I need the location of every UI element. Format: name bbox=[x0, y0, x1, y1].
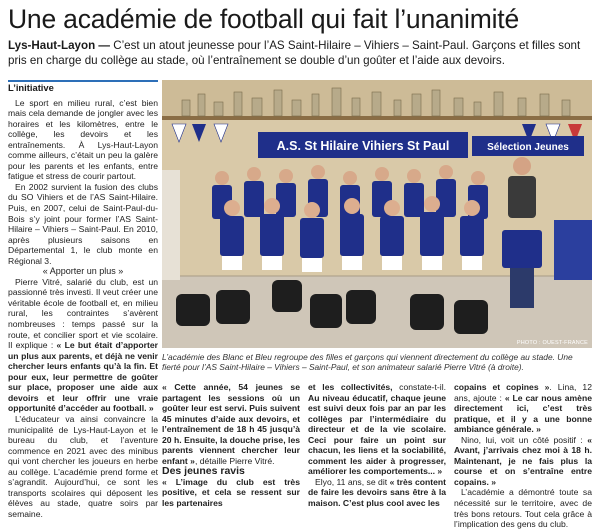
photo-credit: PHOTO : OUEST-FRANCE bbox=[516, 340, 588, 346]
col4-paragraph-2 bbox=[454, 435, 592, 488]
rubric-label: L’initiative bbox=[8, 80, 158, 94]
col1-paragraph-3-text: Pierre Vitré, salarié du club, est un passionné très investi. Il veut créer une véritable école de football et, en milieu rural, les contraintes s’avèrent nombreuses : temps passé sur la route, et concilier sport et vie scolaire. Il explique : bbox=[8, 276, 158, 351]
col4-nino-quote: « Avant, j’arrivais chez moi à 18 h. Maintenant, je ne fais plus la course et on s’entraîne entre copains. » bbox=[454, 434, 592, 487]
col3-quote-start: et les collectivités, bbox=[308, 382, 393, 392]
col1-paragraph-4: L’éducateur va ainsi convaincre la municipalité de Lys-Haut-Layon et le bureau du club, et l’aventure commence en 2021 avec des minibus qui vont chercher les joueurs en herbe au collège. L’académie prend forme et s’agrandit. Aujourd’hui, ce sont les transports scolaires qui déposent les élèves au stade, quatre soirs par semaine. bbox=[8, 413, 158, 519]
article-headline: Une académie de football qui fait l’unanimité bbox=[8, 4, 520, 34]
col1-paragraph-1: Le sport en milieu rural, c’est bien mais cela demande de jongler avec les horaires et les kilomètres, entre le collège, les devoirs et les entraînements. À Lys-Haut-Layon comme ailleurs, c’était un peu la galère pour les parents et les enfants, entre fatigue et stress de courir partout. bbox=[8, 97, 158, 182]
col4-paragraph-1 bbox=[454, 382, 592, 435]
team-photo bbox=[162, 80, 592, 348]
selection-banner-text: Sélection Jeunes bbox=[487, 142, 569, 153]
team-photo-illustration bbox=[162, 80, 592, 348]
col3-paragraph-1 bbox=[308, 382, 446, 477]
lead-place: Lys-Haut-Layon — bbox=[8, 39, 110, 52]
col1-paragraph-2: En 2002 survient la fusion des clubs du SO Vihiers et de l’AS Saint-Hilaire. Puis, en 2007, celui de Saint-Paul-du-Bois s’y joint pour former l’AS Saint-Hilaire – Vihiers – Saint-Paul. En 2010, après plusieurs saisons en Départemental 1, le club monte en Régional 3. bbox=[8, 181, 158, 266]
column-4 bbox=[454, 382, 592, 530]
col2-quote: « Cette année, 54 jeunes se partagent les sessions où un goûter leur est servi. Puis suivent 45 minutes d’aide aux devoirs, et l’entraînement de 18 h 45 jusqu’à 20 h. Ensuite, la douche prise, les parents viennent chercher leur enfant » bbox=[162, 382, 300, 466]
column-1 bbox=[8, 80, 158, 519]
col4-quote-end: copains et copines » bbox=[454, 382, 550, 392]
intertitle: « Apporter un plus » bbox=[8, 266, 158, 277]
col4-lina-intro: . Lina, 12 ans, ajoute : bbox=[454, 382, 592, 403]
col4-paragraph-3: L’académie a démontré toute sa nécessité sur le territoire, avec de très bons retours. Tout cela grâce à l’implication des gens du club. bbox=[454, 487, 592, 530]
blue-chair bbox=[554, 220, 592, 280]
col1-quote: « Le but était d’apporter un plus aux parents, et déjà ne venir chercher leurs enfants qu’à la fin. Et pour eux, leur permettre de goûter sur place, proposer une aide aux devoirs et leur offrir une vraie opportunité d’accéder au football. » bbox=[8, 340, 158, 414]
col1-paragraph-3 bbox=[8, 277, 158, 414]
photo-caption: L’académie des Blanc et Bleu regroupe des filles et garçons qui viennent directement du collège au stade. Une fierté pour l’AS Saint-Hilaire – Vihiers – Saint-Paul, et son animateur salarié Pierre Vitré (à droite). bbox=[162, 352, 573, 373]
col3-attribution: constate-t-il. bbox=[392, 382, 446, 392]
left-door bbox=[162, 170, 180, 280]
club-banner-text: A.S. St Hilaire Vihiers St Paul bbox=[276, 139, 450, 153]
col4-nino-intro: Nino, lui, voit un côté positif : bbox=[461, 434, 588, 445]
col3-quote: Au niveau éducatif, chaque jeune est suivi deux fois par an par les collèges par l’intermédiaire du directeur et de la vie scolaire. Ceci pour faire un point sur chacun, les liens et la sociabilité, comment les aider à progresser, améliorer les comportements... » bbox=[308, 392, 446, 477]
col2-attribution: , détaille Pierre Vitré. bbox=[194, 455, 275, 466]
col3-intro: Elyo, 11 ans, se dit bbox=[315, 476, 390, 487]
col2-paragraph-2: « L’image du club est très positive, et cela se ressent sur les partenaires bbox=[162, 476, 300, 509]
col2-subheading: Des jeunes ravis bbox=[162, 465, 245, 478]
lead-text: C’est un atout jeunesse pour l’AS Saint-Hilaire – Vihiers – Saint-Paul. Garçons et filles sont pris en charge du collège au stade, où l’entraînement se double d’un goûter et l’aide aux devoirs. bbox=[8, 39, 581, 67]
col4-lina-quote: « Le car nous amène directement ici, c’est très pratique, et il y a une bonne ambiance générale. » bbox=[454, 392, 592, 435]
col2-paragraph-1 bbox=[162, 382, 300, 466]
trophy-shelf bbox=[162, 116, 592, 120]
col3-paragraph-2 bbox=[308, 477, 446, 509]
column-3 bbox=[308, 382, 446, 509]
column-2 bbox=[162, 382, 300, 509]
col3-elyo-quote: « très content de faire les devoirs sans être à la maison. C’est plus cool avec les bbox=[308, 476, 446, 509]
article-lead bbox=[8, 38, 594, 68]
